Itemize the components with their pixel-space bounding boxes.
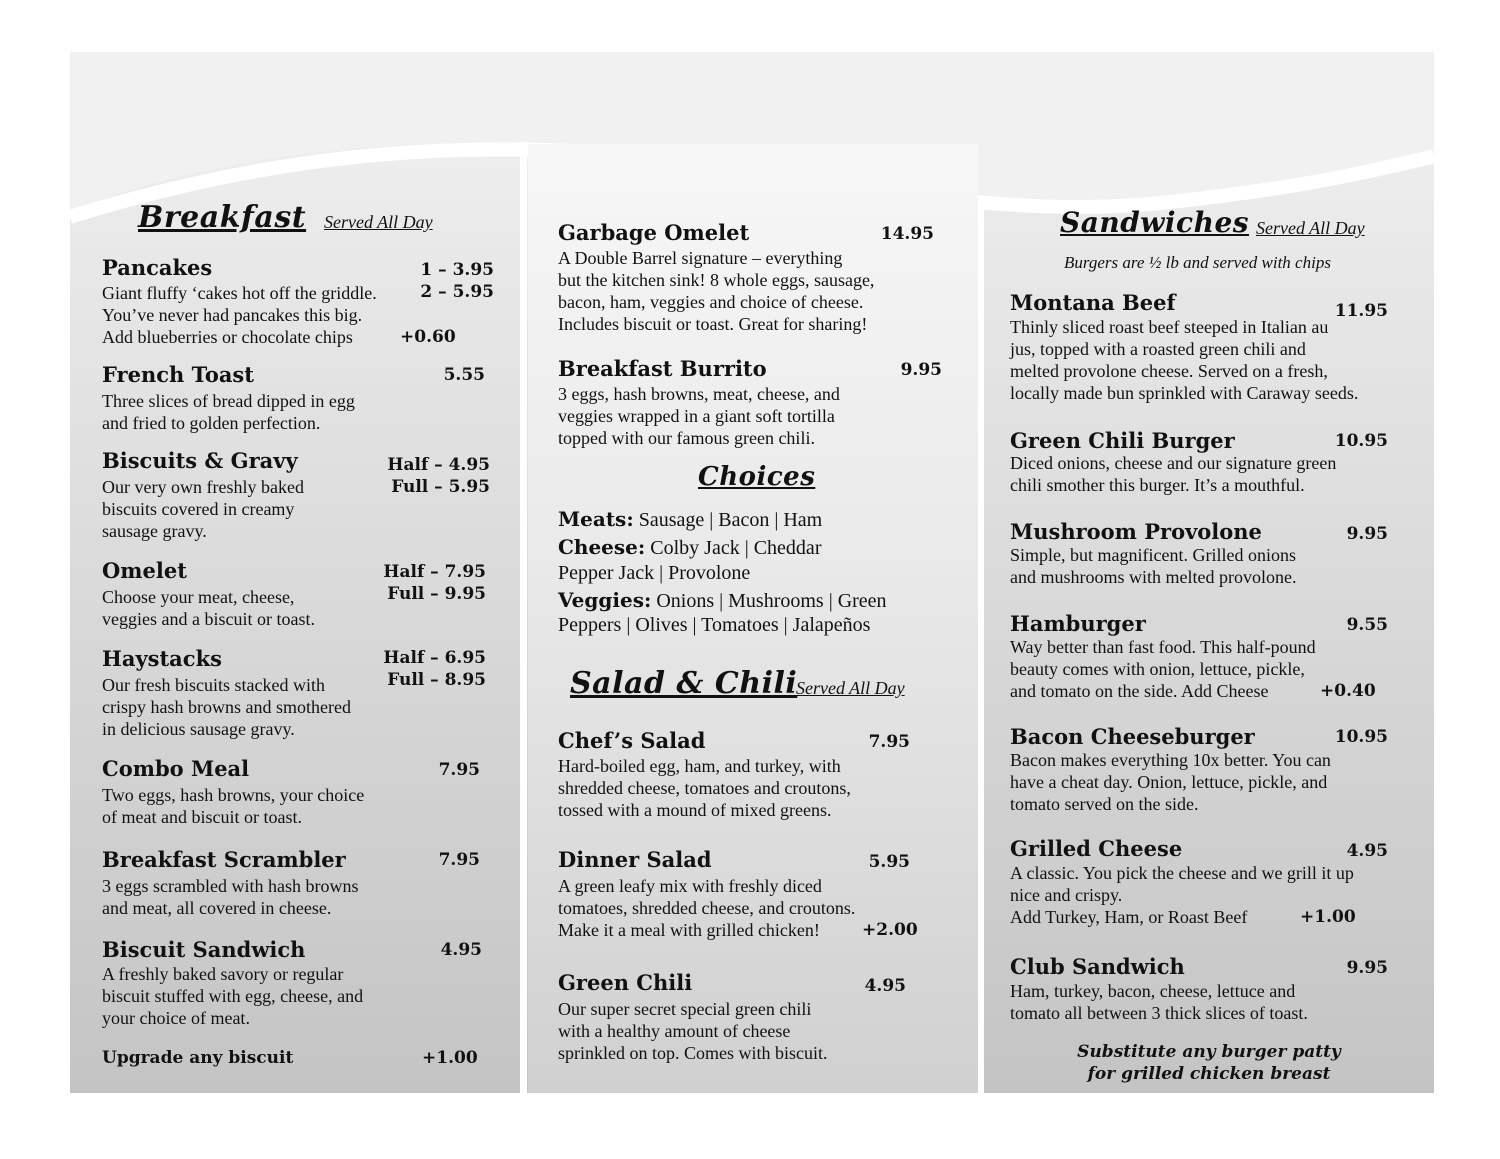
item-name: Green Chili [558,970,693,995]
item-price: 14.95 [880,224,934,244]
item-name: Montana Beef [1010,290,1176,315]
item-extra: Add Turkey, Ham, or Roast Beef [1010,907,1248,927]
burgers-note: Burgers are ½ lb and served with chips [1064,253,1331,272]
column-divider [977,207,984,1093]
choices-meats [558,506,822,534]
item-description: Thinly sliced roast beef steeped in Italian au jus, topped with a roasted green chili and melted provolone cheese. Served on a fresh, locally made bun sprinkled with Caraway seeds. [1010,317,1359,403]
item-price: 5.95 [868,852,910,872]
upgrade-label: Upgrade any biscuit [102,1048,294,1068]
item-name: Haystacks [102,646,222,671]
item-description: Two eggs, hash browns, your choice of meat and biscuit or toast. [102,785,365,827]
item-price: 4.95 [440,940,482,960]
item-name: Biscuits & Gravy [102,448,298,473]
item-description: Our very own freshly baked biscuits covered in creamy sausage gravy. [102,477,304,541]
column-divider [520,142,527,1093]
item-description: Diced onions, cheese and our signature green chili smother this burger. It’s a mouthful. [1010,453,1337,495]
item-name: Club Sandwich [1010,954,1185,979]
item-price: 10.95 [1334,727,1388,747]
item-description: A freshly baked savory or regular biscuit stuffed with egg, cheese, and your choice of meat. [102,964,364,1028]
breakfast-column [70,52,520,1093]
item-description: Ham, turkey, bacon, cheese, lettuce and tomato all between 3 thick slices of toast. [1010,981,1308,1023]
item-extra: and tomato on the side. Add Cheese [1010,681,1269,701]
item-price: 9.95 [900,360,942,380]
menu-sheet [70,52,1434,1093]
item-extra-price: +0.60 [400,327,456,347]
breakfast-title: Breakfast [138,200,307,235]
item-description: 3 eggs, hash browns, meat, cheese, and veggies wrapped in a giant soft tortilla topped with our famous green chili. [558,384,840,448]
item-price: 10.95 [1334,431,1388,451]
item-price: 9.95 [1346,958,1388,978]
item-extra-price: +2.00 [862,920,918,940]
item-price: Half – 4.95 [387,455,490,475]
item-price: 11.95 [1334,301,1388,321]
item-price: 9.95 [1346,524,1388,544]
sandwiches-subtitle: Served All Day [1256,218,1365,238]
choices-veggies [558,587,887,615]
item-description: 3 eggs scrambled with hash browns and meat, all covered in cheese. [102,876,359,918]
item-description: Simple, but magnificent. Grilled onions and mushrooms with melted provolone. [1010,545,1297,587]
item-name: Mushroom Provolone [1010,519,1262,544]
veggies-options: Onions | Mushrooms | Green [656,590,887,612]
salad-subtitle: Served All Day [796,678,905,698]
meats-label: Meats: [558,507,634,531]
item-name: Biscuit Sandwich [102,937,306,962]
veggies-label: Veggies: [558,588,652,612]
middle-column [528,144,978,1093]
item-name: Breakfast Scrambler [102,847,346,872]
item-description: Giant fluffy ‘cakes hot off the griddle. You’ve never had pancakes this big. [102,283,377,325]
cheese-options: Colby Jack | Cheddar [650,537,822,559]
item-price: Full – 8.95 [387,670,486,690]
item-price: 9.55 [1346,615,1388,635]
item-price: 1 – 3.95 [420,260,494,280]
item-price: 4.95 [1346,841,1388,861]
item-name: Omelet [102,558,187,583]
meats-options: Sausage | Bacon | Ham [638,509,823,531]
sandwiches-title: Sandwiches [1060,206,1250,239]
item-price: Full – 9.95 [387,584,486,604]
cheese-options-2: Pepper Jack | Provolone [558,562,751,584]
item-name: Chef’s Salad [558,728,706,753]
item-description: Hard-boiled egg, ham, and turkey, with shredded cheese, tomatoes and croutons, tossed with a mound of mixed greens. [558,756,851,820]
item-name: Combo Meal [102,756,250,781]
item-description: Bacon makes everything 10x better. You can have a cheat day. Onion, lettuce, pickle, and tomato served on the side. [1010,750,1331,814]
item-price: 7.95 [438,850,480,870]
item-name: Breakfast Burrito [558,356,767,381]
item-name: Dinner Salad [558,847,712,872]
item-description: Three slices of bread dipped in egg and fried to golden perfection. [102,391,355,433]
choices-title: Choices [698,462,816,492]
salad-title: Salad & Chili [570,666,798,701]
item-price: 4.95 [864,976,906,996]
item-price: Half – 6.95 [383,648,486,668]
item-price: Full – 5.95 [391,477,490,497]
item-description: Our super secret special green chili with a healthy amount of cheese sprinkled on top. Comes with biscuit. [558,999,828,1063]
item-extra: Add blueberries or chocolate chips [102,327,353,347]
item-name: Garbage Omelet [558,220,750,245]
item-description: A green leafy mix with freshly diced tomatoes, shredded cheese, and croutons. [558,876,856,918]
cheese-label: Cheese: [558,535,646,559]
item-extra-price: +0.40 [1320,681,1376,701]
item-description: Choose your meat, cheese, veggies and a biscuit or toast. [102,587,315,629]
item-name: Grilled Cheese [1010,836,1183,861]
item-description: A Double Barrel signature – everything but the kitchen sink! 8 whole eggs, sausage, bacon, ham, veggies and choice of cheese. Includes biscuit or toast. Great for sharing! [558,248,875,334]
item-description: Our fresh biscuits stacked with crispy hash browns and smothered in delicious sausage gravy. [102,675,351,739]
upgrade-price: +1.00 [422,1048,478,1068]
item-price: 5.55 [443,365,485,385]
item-name: Green Chili Burger [1010,428,1235,453]
item-description: A classic. You pick the cheese and we grill it up nice and crispy. [1010,863,1354,905]
item-name: French Toast [102,362,254,387]
item-name: Hamburger [1010,611,1146,636]
breakfast-subtitle: Served All Day [324,212,433,232]
item-extra: Make it a meal with grilled chicken! [558,920,820,940]
item-description: Way better than fast food. This half-pound beauty comes with onion, lettuce, pickle, [1010,637,1316,679]
item-name: Bacon Cheeseburger [1010,724,1255,749]
item-price: 7.95 [438,760,480,780]
item-extra-price: +1.00 [1300,907,1356,927]
substitute-note: Substitute any burger patty for grilled chicken breast [1077,1042,1341,1084]
item-name: Pancakes [102,255,213,280]
item-price: 7.95 [868,732,910,752]
choices-cheese [558,534,821,562]
veggies-options-2: Peppers | Olives | Tomatoes | Jalapeños [558,614,871,636]
item-price: Half – 7.95 [383,562,486,582]
sandwiches-column [984,52,1434,1093]
item-price: 2 – 5.95 [420,282,494,302]
